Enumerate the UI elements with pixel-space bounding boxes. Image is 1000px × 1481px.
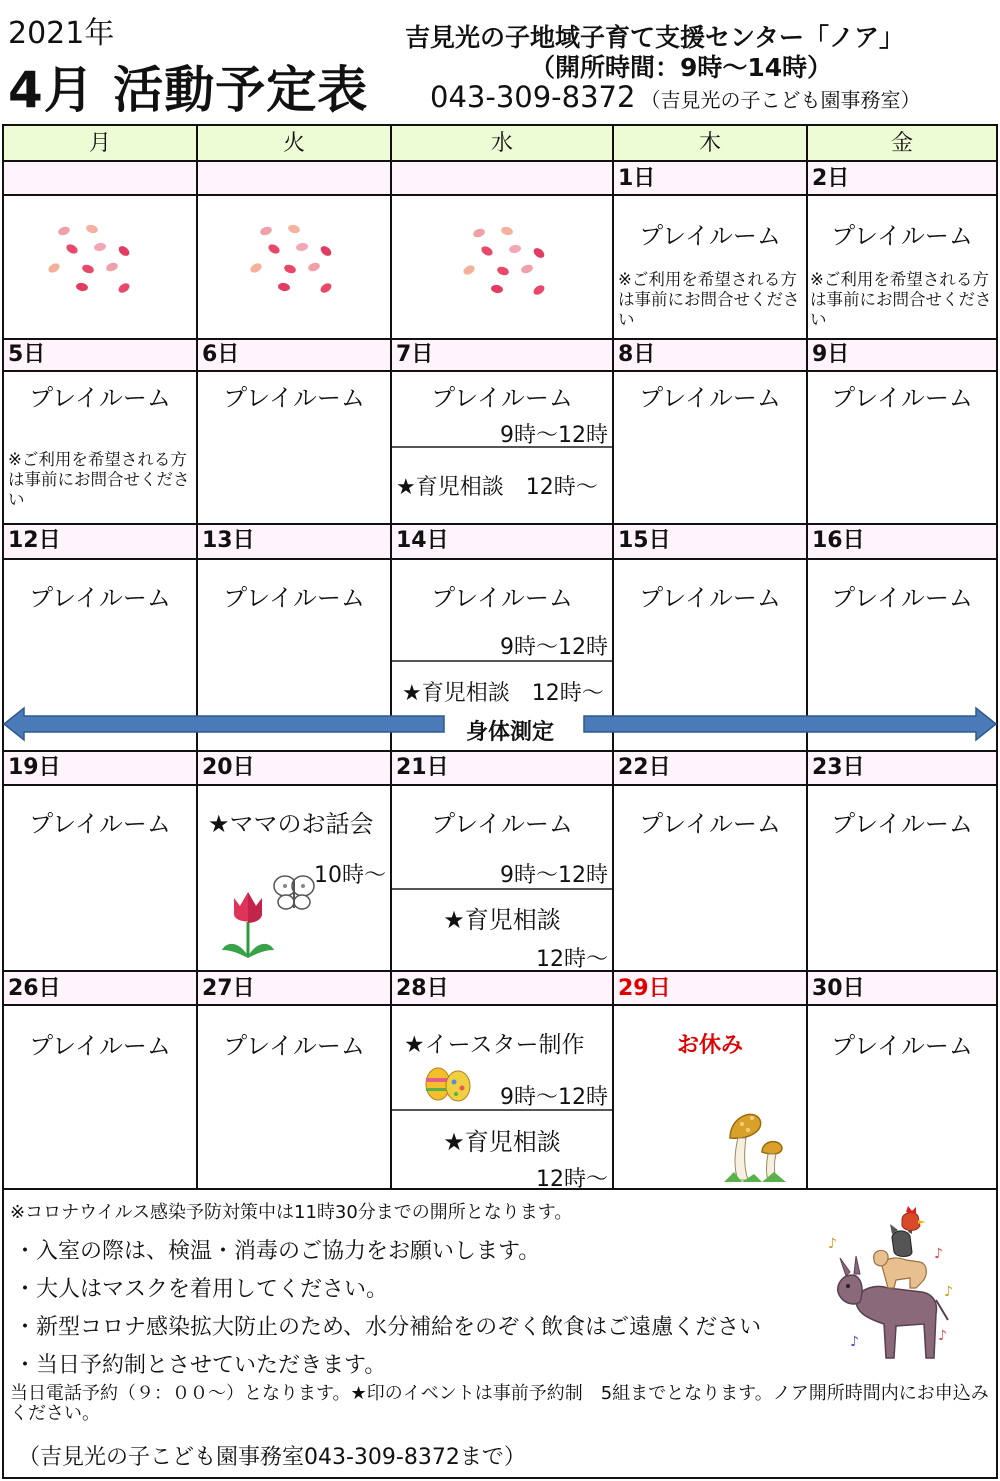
butterfly-icon xyxy=(272,872,316,912)
playroom-6: プレイルーム xyxy=(223,384,365,412)
weekday-fri: 金 xyxy=(890,131,913,156)
date-15: 15日 xyxy=(618,528,671,553)
svg-text:♪: ♪ xyxy=(850,1334,859,1350)
phone-note: （吉見光の子こども園事務室） xyxy=(640,88,921,112)
date-30: 30日 xyxy=(812,976,865,1001)
page-title: 4月 活動予定表 xyxy=(8,61,369,119)
svg-text:♪: ♪ xyxy=(934,1246,943,1262)
mama-talk-20: ★ママのお話会 xyxy=(208,810,374,838)
time-consult-21: 12時～ xyxy=(536,947,608,972)
date-9: 9日 xyxy=(812,342,850,367)
header xyxy=(0,0,1000,122)
bremen-musicians-icon xyxy=(826,1208,956,1368)
date-26: 26日 xyxy=(8,976,61,1001)
bullet-1: ・入室の際は、検温・消毒のご協力をお願いします。 xyxy=(14,1239,541,1264)
playroom-1: プレイルーム xyxy=(639,222,781,250)
phone-number: 043-309-8372 xyxy=(430,80,636,114)
date-12: 12日 xyxy=(8,528,61,553)
svg-text:♪: ♪ xyxy=(828,1236,837,1252)
date-29: 29日 xyxy=(618,976,671,1001)
date-20: 20日 xyxy=(202,755,255,780)
playroom-8: プレイルーム xyxy=(639,384,781,412)
consult-14: ★育児相談 12時～ xyxy=(402,681,604,706)
reserve-note-2: ※ご利用を希望される方は事前にお問合せください xyxy=(810,270,992,329)
weekday-tue: 火 xyxy=(282,131,305,156)
time-14: 9時～12時 xyxy=(500,635,608,660)
date-13: 13日 xyxy=(202,528,255,553)
playroom-19: プレイルーム xyxy=(29,810,171,838)
weekday-thu: 木 xyxy=(698,131,721,156)
cherry-petals-icon xyxy=(459,223,549,298)
playroom-13: プレイルーム xyxy=(223,584,365,612)
playroom-21: プレイルーム xyxy=(431,810,573,838)
consult-7: ★育児相談 12時～ xyxy=(396,475,598,500)
date-1: 1日 xyxy=(618,166,656,191)
time-consult-28: 12時～ xyxy=(536,1167,608,1192)
time-7: 9時～12時 xyxy=(500,423,608,448)
contact-note: （吉見光の子こども園事務室043-309-8372まで） xyxy=(18,1445,526,1470)
reserve-note-5: ※ご利用を希望される方は事前にお問合せください xyxy=(8,450,190,509)
date-21: 21日 xyxy=(396,755,449,780)
measurement-label: 身体測定 xyxy=(466,715,554,746)
bullet-4: ・当日予約制とさせていただきます。 xyxy=(14,1353,387,1378)
date-28: 28日 xyxy=(396,976,449,1001)
date-14: 14日 xyxy=(396,528,449,553)
date-7: 7日 xyxy=(396,342,434,367)
cherry-petals-icon xyxy=(44,221,134,296)
playroom-16: プレイルーム xyxy=(831,584,973,612)
svg-text:♪: ♪ xyxy=(938,1328,947,1344)
playroom-12: プレイルーム xyxy=(29,584,171,612)
date-6: 6日 xyxy=(202,342,240,367)
tulip-icon xyxy=(218,884,278,964)
opening-hours: （開所時間：9時～14時） xyxy=(530,53,833,82)
playroom-7: プレイルーム xyxy=(431,384,573,412)
playroom-30: プレイルーム xyxy=(831,1032,973,1060)
date-22: 22日 xyxy=(618,755,671,780)
reservation-note: 当日電話予約（９：００～）となります。★印のイベントは事前予約制 5組までとなります。ノア開所時間内にお申込みください。 xyxy=(10,1383,989,1424)
playroom-15: プレイルーム xyxy=(639,584,781,612)
time-21: 9時～12時 xyxy=(500,863,608,888)
playroom-14: プレイルーム xyxy=(431,584,573,612)
date-5: 5日 xyxy=(8,342,46,367)
playroom-2: プレイルーム xyxy=(831,222,973,250)
center-name: 吉見光の子地域子育て支援センター「ノア」 xyxy=(405,23,905,52)
date-19: 19日 xyxy=(8,755,61,780)
weekday-mon: 月 xyxy=(88,131,111,156)
playroom-9: プレイルーム xyxy=(831,384,973,412)
easter-28: ★イースター制作 xyxy=(404,1032,585,1058)
bullet-2: ・大人はマスクを着用してください。 xyxy=(14,1277,389,1302)
reserve-note-1: ※ご利用を希望される方は事前にお問合せください xyxy=(618,270,800,329)
playroom-22: プレイルーム xyxy=(639,810,781,838)
playroom-27: プレイルーム xyxy=(223,1032,365,1060)
phone-line xyxy=(430,80,921,114)
playroom-26: プレイルーム xyxy=(29,1032,171,1060)
time-28: 9時～12時 xyxy=(500,1085,608,1110)
date-2: 2日 xyxy=(812,166,850,191)
cherry-petals-icon xyxy=(246,221,336,296)
date-16: 16日 xyxy=(812,528,865,553)
closed-29: お休み xyxy=(676,1033,743,1058)
playroom-23: プレイルーム xyxy=(831,810,973,838)
date-27: 27日 xyxy=(202,976,255,1001)
weekday-wed: 水 xyxy=(490,131,513,156)
consult-21: ★育児相談 xyxy=(443,906,561,934)
date-8: 8日 xyxy=(618,342,656,367)
bullet-3: ・新型コロナ感染拡大防止のため、水分補給をのぞく飲食はご遠慮ください xyxy=(14,1315,762,1340)
calendar-grid xyxy=(2,124,998,1190)
corona-note: ※コロナウイルス感染予防対策中は11時30分までの開所となります。 xyxy=(10,1202,573,1223)
time-20: 10時～ xyxy=(314,863,386,888)
mushroom-icon xyxy=(720,1104,790,1184)
svg-text:♪: ♪ xyxy=(944,1284,953,1300)
footer-notes xyxy=(2,1190,998,1479)
consult-28: ★育児相談 xyxy=(443,1128,561,1156)
playroom-5: プレイルーム xyxy=(29,384,171,412)
date-23: 23日 xyxy=(812,755,865,780)
year: 2021年 xyxy=(8,16,115,51)
